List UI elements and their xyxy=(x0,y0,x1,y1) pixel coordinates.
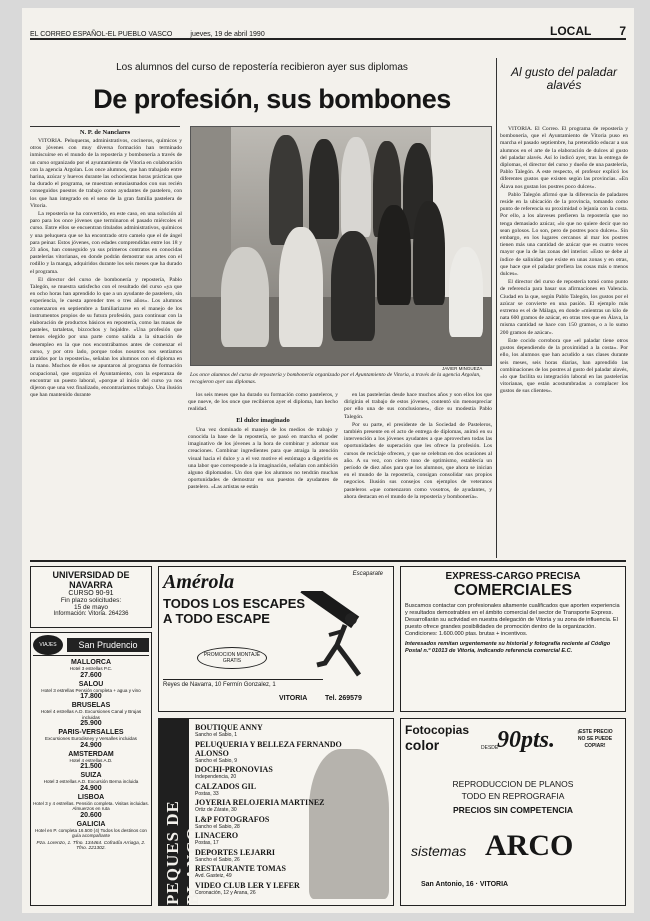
travel-logo: VIAJES xyxy=(33,635,63,655)
publication-name: EL CORREO ESPAÑOL-EL PUEBLO VASCO xyxy=(30,31,173,38)
university-ad xyxy=(30,566,152,628)
amerola-address: Reyes de Navarra, 10 Fermín Gonzalez, 1 xyxy=(163,679,323,688)
shop-name: LINACERO xyxy=(195,831,239,840)
paragraph: El director del curso de repostería tomó como punto de referencia para basar sus afirmaciones en Valencia. Ciudad en la que, según Pablo Talegón, los gustos por el azúcar se convierte en una pasión. El ejemplo más extremo es el de Málaga, en donde «mientras un kilo de nata 600 gramos de azúcar, en otras tres que en Álava, la misma cantidad se hace con 150 gramos, o a lo sumo 200 gramos de azúcar». xyxy=(500,279,628,336)
arco-desde: DESDE xyxy=(481,745,499,751)
destination-name: SALOU xyxy=(78,680,104,688)
page-number: 7 xyxy=(619,24,626,38)
paragraph: en las pastelerías desde hace muchos años y son ellos los que dirigirán el trabajo de estos jóvenes, contentó sin menospreciar por ello una de sus conclusiones», dice su modestía Pablo Talegón. xyxy=(344,392,492,420)
destination-item xyxy=(33,772,149,792)
amerola-ad xyxy=(158,566,394,712)
article-subhead: El dulce imaginado xyxy=(236,416,290,424)
destination-item xyxy=(33,681,149,701)
shop-name: PELUQUERIA Y BELLEZA FERNANDO ALONSO xyxy=(195,739,342,758)
newspaper-page xyxy=(22,8,634,913)
arco-ad xyxy=(400,718,626,906)
arco-line-2: TODO EN REPROGRAFIA xyxy=(461,791,565,801)
shop-name: VIDEO CLUB LER Y LEFER xyxy=(195,880,300,890)
arco-price: 90pts. xyxy=(497,727,556,753)
shop-address: Coronación, 12 y Arana, 26 xyxy=(195,889,256,896)
article-column-3 xyxy=(344,392,492,558)
section-name: LOCAL xyxy=(549,24,592,38)
article-headline: De profesión, sus bombones xyxy=(93,84,451,114)
destination-item xyxy=(33,659,149,679)
amerola-promo-badge: PROMOCION MONTAJE GRATIS xyxy=(197,647,267,669)
paragraph: los seis meses que ha durado su formación como pasteleros, y que nueve, de los once que recibieron ayer el diploma, han hecho realidad. xyxy=(188,392,338,413)
destination-price: 27.600 xyxy=(80,671,102,679)
photo-caption: Los once alumnos del curso de repostería y bombonería organizado por el Ayuntamiento de Vitoria, a través de la agencia Argolan, recogieron ayer sus diplomas. xyxy=(190,372,481,385)
destination-detail: Hotel 4 estrellas A.D. Excursiones Canal y Brujas incluidas xyxy=(40,709,142,720)
destination-detail: Hotel 3 y 4 estrellas. Pensión completa. Visitas incluidas. Almuerzos en ruta xyxy=(33,800,149,811)
amerola-tag: Escaparate xyxy=(352,571,383,577)
express-title-1: EXPRESS-CARGO PRECISA xyxy=(445,571,581,582)
arco-title-1: Fotocopias xyxy=(405,723,470,737)
paragraph: Una vez dominado el manejo de los medios de trabajo y conocida la base de la repostería, se pasó en marcha el poder imaginativo de los jóvenes a la hora de combinar y adornar sus creaciones. Combinar ingredientes para que atraiga la atención visual hacia el dulce y a el vez motive el estómago a digerirlo es una labor que corresponde a la imaginación, señalan con ambición alguno diplomados. Un don que los alumnos no tendrán muchas oportunidades de demostrar en sus puestos de ayudantes de pastelero. «Las artistas se están xyxy=(188,426,338,491)
destination-name: LISBOA xyxy=(77,793,105,801)
destination-detail: Hotel 3 estrellas Pensión completa + agua y vino xyxy=(41,687,141,693)
shop-address: Independencia, 20 xyxy=(195,774,237,780)
destination-price: 17.800 xyxy=(80,693,102,700)
deadline-date: 15 de mayo xyxy=(74,604,108,611)
university-info: Información: Vitoria. 264236 xyxy=(53,611,129,617)
university-name: UNIVERSIDAD DE NAVARRA xyxy=(52,570,130,590)
travel-address: Pza. Lorenzo, 1. Tfno. 134464. Cofradía Arriaga, 2. Tfno. 221302. xyxy=(36,840,146,851)
travel-company: San Prudencio xyxy=(67,638,149,652)
running-man-icon xyxy=(289,591,379,681)
peques-de-blanco-ad xyxy=(158,718,394,906)
arco-brand-prefix: sistemas xyxy=(411,843,467,859)
destination-detail: Hotel 3 estrellas A.D. Excursión Berna incluida xyxy=(43,779,139,784)
arco-line-1: REPRODUCCION DE PLANOS xyxy=(452,779,574,789)
destination-detail: Hotel 3 estrellas P.C. xyxy=(69,666,113,671)
paragraph: VITORIA. Peluqueras, administrativos, cocineros, químicos y otros jóvenes con muy diversa formación han terminado inmiscuirse en el mundo de la repostería y bombonería a través de un curso organizado por el ayuntamiento de Vitoria en colaboración con la agencia Argolan. Los once alumnos, que han trabajado entre harina, azúcar y huevos durante las ochocientas horas prácticas que ha durado el programa, se muestran entusiasmados con sus recién conseguidos puestos de trabajo como ayudantes de pastelero, con los que han integrado en el seno de la gran familia pastelera de Vitoria. xyxy=(30,138,182,209)
destination-item xyxy=(33,751,149,771)
paragraph: Pablo Talegón afirmó que la diferencia de paladares reside en la ubicación de la provincia, tomando como punto de referencia su proximidad o lejanía con la costa. Por ello, a los alaveses prefieren la repostería que no tenga demasiado azúcar, «lo que no quiere decir que no sean golosos. Lo son, pero de postres poco dulces». Sin embargo, en los lugares cercanos al mar los postres tienen más una cantidad de azúcar que es cuatro veces mayor que la de las zonas del interior. «Esto se debe al índice de salinidad que existe en unas zonas y en otras, que hace que el paladar prefiera las cosas más o menos dulces». xyxy=(500,191,628,278)
paragraph: El director del curso de bombonería y repostería, Pablo Talegón, se muestra satisfecho con el resultado del curso «ya que en ocho horas han aprendido lo que a un ayudante de pastelero, sin experiencia, le cuesta aprender tres o tres años». Los alumnos comenzaron en septiembre a familiarizarse en el manejo de los instrumentos propios de su futura profesión, para continuar con la elaboración de productos básicos en repostería, como las masas de pasteles, tartaletas, bizcochos y hojaldre. «Una profesión que hemos elegido por una parte como salida a la situación de desempleo en la que nos encontrábamos antes de comenzar el curso, y por otro lado, porque todos nosotros nos sentíamos atraídos por la repostería», señalan los alumnos con el diploma en la mano. Muchos de ellos se apuntaron al programa de formación ocupacional, que organiza el Ayuntamiento, con la esperanza de encontrar un puesto laboral, «porque al inicio del curso ya nos dijeron que una vez finalizado, encontraríamos trabajo. Una ilusión que han mantenido durante xyxy=(30,276,182,399)
shop-address: Sancho el Sabio, 9 xyxy=(195,757,237,764)
destination-item xyxy=(33,702,149,727)
shop-address: Postas, 17 xyxy=(195,840,219,846)
travel-agency-ad xyxy=(30,632,152,906)
destination-price: 25.900 xyxy=(80,720,102,727)
shop-address: Sancho el Sabio, 26 xyxy=(195,856,240,863)
shop-name: BOUTIQUE ANNY xyxy=(195,723,263,732)
express-footer: Interesados remitan urgentemente su historial y fotografía reciente al Código Postal n.º 01013 de Vitoria, indicando referencia comercial E.C. xyxy=(405,641,611,654)
destination-name: GALICIA xyxy=(76,820,106,828)
express-cargo-ad xyxy=(400,566,626,712)
destination-name: AMSTERDAM xyxy=(68,750,114,758)
article-kicker: Los alumnos del curso de repostería recibieron ayer sus diplomas xyxy=(116,62,408,73)
express-body: Buscamos contactar con profesionales altamente cualificados que aporten experiencia y resultados demostrables en el ámbito comercial del sector de Transporte Express. Desarrollarán su actividad en nuestra delegación de Vitoria y su zona de influencia. El puesto ofrece grandes posibilidades de promoción dentro de la organización. Condiciones: 1.600.000 ptas. brutas + incentivos. xyxy=(405,603,620,637)
paragraph: VITORIA. El Correo. El programa de repostería y bombonería, que el Ayuntamiento de Vitoria puso en marcha el pasado septiembre, ha pretendido educar a sus alumnos en el arte de la elaboración de dulces al gusto del paladar alavés. Así lo indicó ayer, tras la entrega de diplomas, el director del curso y dueño de una pastelería, Pablo Talegón. A este respecto, el profesor explicó los diferentes gustos que existen según las provincias. «En Álava nos gustan los postres poco dulces». xyxy=(500,126,628,190)
destination-price: 24.900 xyxy=(80,784,102,792)
arco-brand: ARCO xyxy=(485,829,574,862)
arco-line-3: PRECIOS SIN COMPETENCIA xyxy=(453,805,573,815)
issue-date: jueves, 19 de abril 1990 xyxy=(190,31,265,38)
destination-price: 20.600 xyxy=(80,811,102,819)
destination-name: SUIZA xyxy=(80,772,102,779)
destination-name: BRUSELAS xyxy=(71,702,111,709)
amerola-phone: Tel. 269579 xyxy=(325,695,362,702)
article-column-1 xyxy=(30,138,182,558)
shop-address: Avd. Gasteiz, 49 xyxy=(195,873,232,879)
amerola-slogan-1: TODOS LOS ESCAPES xyxy=(163,596,306,611)
paragraph: Este cocido corrobora que «el paladar tiene otros gustos dependiendo de la proximidad a la costa». Por ello, los alumnos que han acudido a sus clases durante seis meses, seis horas diarias, han aprendido las combinaciones de los postres al gusto del paladar alavés, «lo que facilita su integración laboral en las pastelerías vitorianas, que están acostumbradas a complacer los gustos de sus clientes». xyxy=(500,337,628,395)
destination-item xyxy=(33,729,149,749)
destination-list xyxy=(33,659,149,839)
shop-address: Sancho el Sabio, 28 xyxy=(195,823,240,830)
destination-price: 24.900 xyxy=(80,741,102,749)
page-header xyxy=(30,22,626,40)
arco-address: San Antonio, 16 · VITORIA xyxy=(421,881,509,888)
shop-list xyxy=(195,723,345,897)
sidebar-column xyxy=(500,126,628,558)
destination-detail: Hotel en P. completa 16.500 (4) Todos los destinos con guía acompañante xyxy=(35,827,147,838)
peques-vertical-title: PEQUES DE BLANCO xyxy=(163,800,202,905)
paragraph: La repostería se ha convertido, en este caso, en una solución al paro para los once jóvenes que terminaron el pasado miércoles el curso. Entre ellos se encuentran titulados administrativos, químicos y una peluquera que se ha encontrado otro camelo que el de ángel para peinar. Estos jóvenes, con edades comprendidas entre los 18 y 23 años, han conseguido ya sus primeros contratos en conocidas pastelerías vitorianas, en donde podrán demostrar sus artes con el rodillo y la manga, adquiridos durante los seis meses que ha durado el programa. xyxy=(30,211,182,275)
course-year: CURSO 90-91 xyxy=(68,590,114,597)
students-photo xyxy=(190,126,492,366)
destination-detail: Hotel 4 estrellas A.D. xyxy=(69,757,113,763)
shop-address: Sancho el Sabio, 1 xyxy=(195,732,237,738)
amerola-brand: Amérola xyxy=(163,571,235,593)
shop-name: CALZADOS GIL xyxy=(195,781,257,791)
amerola-slogan-2: A TODO ESCAPE xyxy=(163,611,270,626)
article-column-2 xyxy=(188,392,338,558)
shop-name: JOYERIA RELOJERIA MARTINEZ xyxy=(195,798,325,807)
arco-badge: ¡ESTE PRECIO NO SE PUEDE COPIAR! xyxy=(577,729,613,749)
shop-address: Postas, 33 xyxy=(195,790,219,797)
photo-credit: JAVIER MINGUEZA xyxy=(442,366,483,371)
shop-name: L&P FOTOGRAFOS xyxy=(195,814,270,824)
sidebar-title: Al gusto del paladar alavés xyxy=(510,65,618,92)
destination-item xyxy=(33,794,149,819)
shop-name: RESTAURANTE TOMAS xyxy=(195,864,286,873)
destination-item xyxy=(33,821,149,839)
article-byline: N. P. de Nanclares xyxy=(30,126,180,136)
arco-title-2: color xyxy=(405,737,440,753)
paragraph: Por su parte, el presidente de la Sociedad de Pasteleros, también presente en el acto de entrega de diplomas, animó en su intervención a los jóvenes ayudantes a que aprovechen todas las oportunidades de superación que les ofrece la profesión. Los cursos de reciclaje ofrecen, y que se celebran en dos ocasiones al año. A su vez, con cierto tono de optimismo, establecía un período de diez años para que los alumnos, que ahora se inician en el mundo de la repostería, consigan consolidar sus propios negocios. Ilusión sus consejos con ejemplos de veteranos pasteleros «que comenzaron como vosotros, de ayudantes, y ahora destacan en el mundo de la repostería y bombonería». xyxy=(344,421,492,500)
ads-divider xyxy=(30,560,626,562)
shop-address: Ortiz de Zárate, 30 xyxy=(195,807,237,813)
shop-name: DOCHI-PRONOVIAS xyxy=(195,765,273,774)
express-title-2: COMERCIALES xyxy=(453,582,573,599)
destination-price: 21.500 xyxy=(80,763,102,770)
sidebar-divider xyxy=(496,58,497,558)
destination-detail: Excursiones Eurodisney y Versalles incluidas xyxy=(45,736,137,741)
deadline-label: Fin plazo solicitudes: xyxy=(60,597,122,604)
destination-name: PARIS-VERSALLES xyxy=(58,729,124,736)
amerola-city: VITORIA xyxy=(279,695,308,702)
shop-name: DEPORTES LEJARRI xyxy=(195,847,275,857)
destination-name: MALLORCA xyxy=(70,659,112,666)
